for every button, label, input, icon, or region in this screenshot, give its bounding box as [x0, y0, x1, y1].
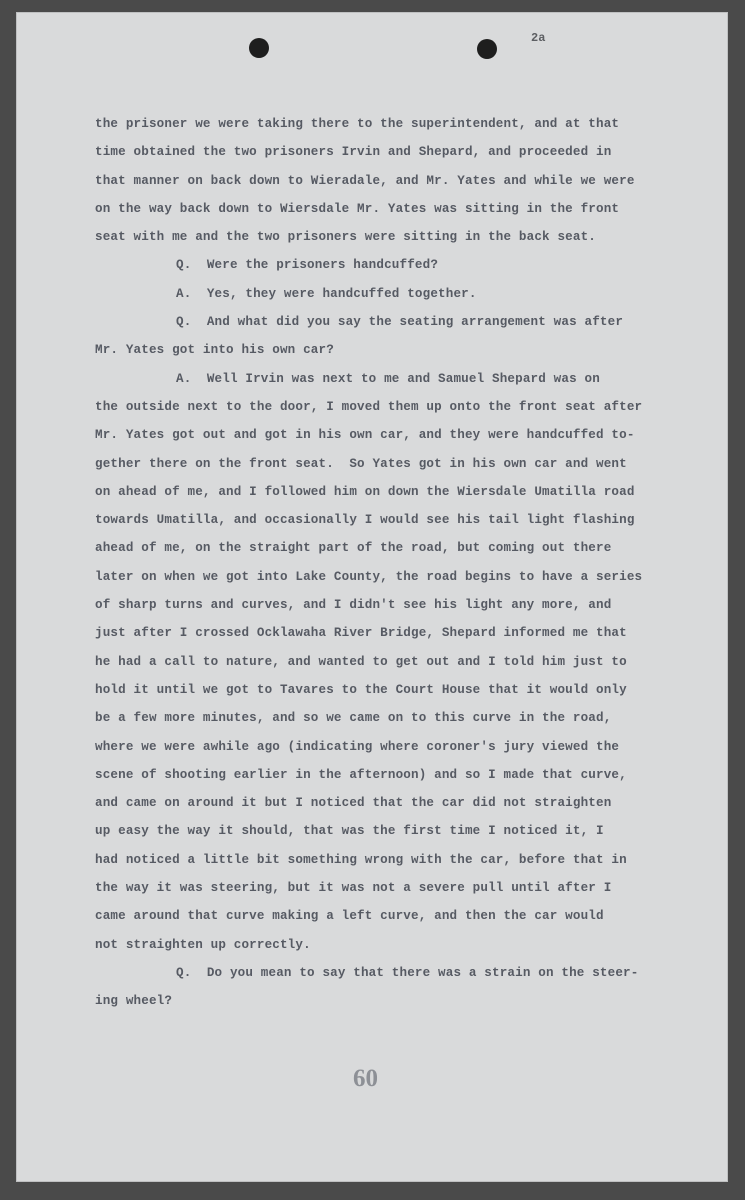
- page-label: 2a: [531, 31, 546, 45]
- text-line: came around that curve making a left curve, and then the car would: [95, 909, 604, 924]
- document-page: [16, 12, 728, 1182]
- text-line: later on when we got into Lake County, the road begins to have a series: [95, 569, 643, 584]
- text-line: hold it until we got to Tavares to the Court House that it would only: [95, 682, 627, 697]
- text-line: the way it was steering, but it was not a severe pull until after I: [95, 881, 612, 896]
- text-line: not straighten up correctly.: [95, 937, 311, 952]
- text-line: Mr. Yates got into his own car?: [95, 343, 334, 358]
- text-line: be a few more minutes, and so we came on to this curve in the road,: [95, 711, 612, 726]
- text-line: A. Yes, they were handcuffed together.: [176, 286, 477, 301]
- text-line: scene of shooting earlier in the afternoon) and so I made that curve,: [95, 767, 627, 782]
- text-line: towards Umatilla, and occasionally I would see his tail light flashing: [95, 513, 635, 528]
- text-line: A. Well Irvin was next to me and Samuel Shepard was on: [176, 371, 600, 386]
- text-line: and came on around it but I noticed that the car did not straighten: [95, 796, 612, 811]
- text-line: time obtained the two prisoners Irvin and Shepard, and proceeded in: [95, 145, 612, 160]
- text-line: up easy the way it should, that was the first time I noticed it, I: [95, 824, 604, 839]
- text-line: seat with me and the two prisoners were sitting in the back seat.: [95, 230, 596, 245]
- text-line: on the way back down to Wiersdale Mr. Yates was sitting in the front: [95, 201, 620, 216]
- text-line: of sharp turns and curves, and I didn't see his light any more, and: [95, 598, 612, 613]
- text-line: where we were awhile ago (indicating where coroner's jury viewed the: [95, 739, 620, 754]
- text-line: the prisoner we were taking there to the superintendent, and at that: [95, 117, 620, 131]
- text-line: he had a call to nature, and wanted to get out and I told him just to: [95, 654, 627, 669]
- text-line: gether there on the front seat. So Yates got in his own car and went: [95, 456, 627, 471]
- text-line: just after I crossed Ocklawaha River Bridge, Shepard informed me that: [95, 626, 627, 641]
- punch-hole-right: [477, 39, 497, 59]
- text-line: on ahead of me, and I followed him on down the Wiersdale Umatilla road: [95, 484, 635, 499]
- text-line: that manner on back down to Wieradale, and Mr. Yates and while we were: [95, 173, 635, 188]
- transcript-body: [95, 110, 695, 1016]
- text-line: Mr. Yates got out and got in his own car, and they were handcuffed to-: [95, 428, 635, 443]
- page-number: 60: [353, 1065, 378, 1092]
- text-line: had noticed a little bit something wrong with the car, before that in: [95, 852, 627, 867]
- text-line: ing wheel?: [95, 994, 173, 1009]
- text-line: ahead of me, on the straight part of the road, but coming out there: [95, 541, 612, 556]
- text-line: the outside next to the door, I moved them up onto the front seat after: [95, 399, 643, 414]
- text-line: Q. Do you mean to say that there was a strain on the steer-: [176, 965, 639, 980]
- text-line: Q. And what did you say the seating arrangement was after: [176, 315, 624, 330]
- punch-hole-left: [249, 38, 269, 58]
- text-line: Q. Were the prisoners handcuffed?: [176, 258, 439, 273]
